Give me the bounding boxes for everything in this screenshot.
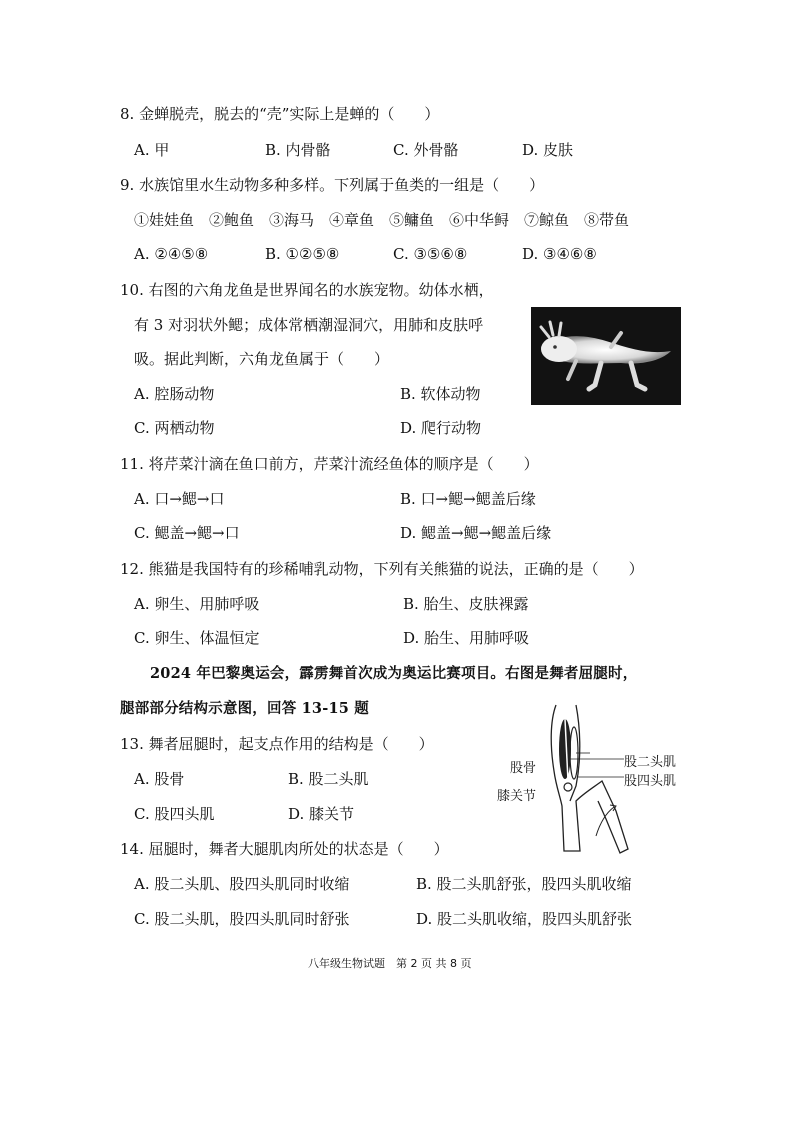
axolotl-image [531, 307, 681, 405]
axolotl-photo [531, 307, 681, 405]
q8-option-c[interactable]: C. 外骨骼 [393, 141, 459, 159]
leg-diagram [540, 701, 632, 858]
label-knee-joint: 膝关节 [497, 789, 537, 804]
q13-stem: 13. 舞者屈腿时，起支点作用的结构是（ ） [120, 735, 434, 753]
intro-line2: 腿部部分结构示意图，回答 13-15 题 [120, 700, 369, 717]
q10-option-b[interactable]: B. 软体动物 [400, 385, 481, 403]
q14-option-a[interactable]: A. 股二头肌、股四头肌同时收缩 [134, 875, 350, 893]
q8-option-d[interactable]: D. 皮肤 [522, 141, 574, 159]
q9-option-c[interactable]: C. ③⑤⑥⑧ [393, 245, 468, 263]
q14-option-c[interactable]: C. 股二头肌，股四头肌同时舒张 [134, 910, 350, 928]
intro-line1: 2024 年巴黎奥运会，霹雳舞首次成为奥运比赛项目。右图是舞者屈腿时， [150, 665, 638, 682]
q13-option-d[interactable]: D. 膝关节 [288, 805, 355, 823]
q9-option-b[interactable]: B. ①②⑤⑧ [265, 245, 340, 263]
q9-option-a[interactable]: A. ②④⑤⑧ [134, 245, 209, 263]
label-femur: 股骨 [510, 761, 537, 776]
q9-option-d[interactable]: D. ③④⑥⑧ [522, 245, 597, 263]
label-quadriceps: 股四头肌 [624, 774, 677, 789]
q12-option-d[interactable]: D. 胎生、用肺呼吸 [403, 629, 530, 647]
page-footer: 八年级生物试题 第 2 页 共 8 页 [308, 957, 472, 970]
q11-option-d[interactable]: D. 鳃盖→鳃→鳃盖后缘 [400, 524, 552, 542]
label-biceps-femoris: 股二头肌 [624, 755, 677, 770]
q11-option-b[interactable]: B. 口→鳃→鳃盖后缘 [400, 490, 536, 508]
q13-option-c[interactable]: C. 股四头肌 [134, 805, 215, 823]
q12-stem: 12. 熊猫是我国特有的珍稀哺乳动物，下列有关熊猫的说法，正确的是（ ） [120, 560, 644, 578]
q10-option-a[interactable]: A. 腔肠动物 [134, 385, 215, 403]
q12-option-b[interactable]: B. 胎生、皮肤裸露 [403, 595, 529, 613]
q10-option-c[interactable]: C. 两栖动物 [134, 419, 215, 437]
leg-diagram-drawing [540, 701, 632, 858]
q11-stem: 11. 将芹菜汁滴在鱼口前方，芹菜汁流经鱼体的顺序是（ ） [120, 455, 539, 473]
q10-stem-line3: 吸。据此判断，六角龙鱼属于（ ） [134, 350, 390, 368]
q10-stem-line1: 10. 右图的六角龙鱼是世界闻名的水族宠物。幼体水栖， [120, 281, 494, 299]
q9-stem: 9. 水族馆里水生动物多种多样。下列属于鱼类的一组是（ ） [120, 176, 545, 194]
q13-option-b[interactable]: B. 股二头肌 [288, 770, 369, 788]
q14-stem: 14. 屈腿时，舞者大腿肌肉所处的状态是（ ） [120, 840, 449, 858]
q8-stem: 8. 金蝉脱壳，脱去的“壳”实际上是蝉的（ ） [120, 105, 440, 123]
q10-option-d[interactable]: D. 爬行动物 [400, 419, 482, 437]
q12-option-c[interactable]: C. 卵生、体温恒定 [134, 629, 260, 647]
q14-option-d[interactable]: D. 股二头肌收缩，股四头肌舒张 [416, 910, 633, 928]
q8-option-a[interactable]: A. 甲 [134, 141, 170, 159]
q14-option-b[interactable]: B. 股二头肌舒张，股四头肌收缩 [416, 875, 632, 893]
q8-option-b[interactable]: B. 内骨骼 [265, 141, 331, 159]
q13-option-a[interactable]: A. 股骨 [134, 770, 185, 788]
q12-option-a[interactable]: A. 卵生、用肺呼吸 [134, 595, 260, 613]
q9-items: ①娃娃鱼 ②鲍鱼 ③海马 ④章鱼 ⑤鳙鱼 ⑥中华鲟 ⑦鲸鱼 ⑧带鱼 [134, 211, 630, 229]
q11-option-c[interactable]: C. 鳃盖→鳃→口 [134, 524, 240, 542]
q11-option-a[interactable]: A. 口→鳃→口 [134, 490, 225, 508]
q10-stem-line2: 有 3 对羽状外鳃；成体常栖潮湿洞穴，用肺和皮肤呼 [134, 316, 484, 334]
